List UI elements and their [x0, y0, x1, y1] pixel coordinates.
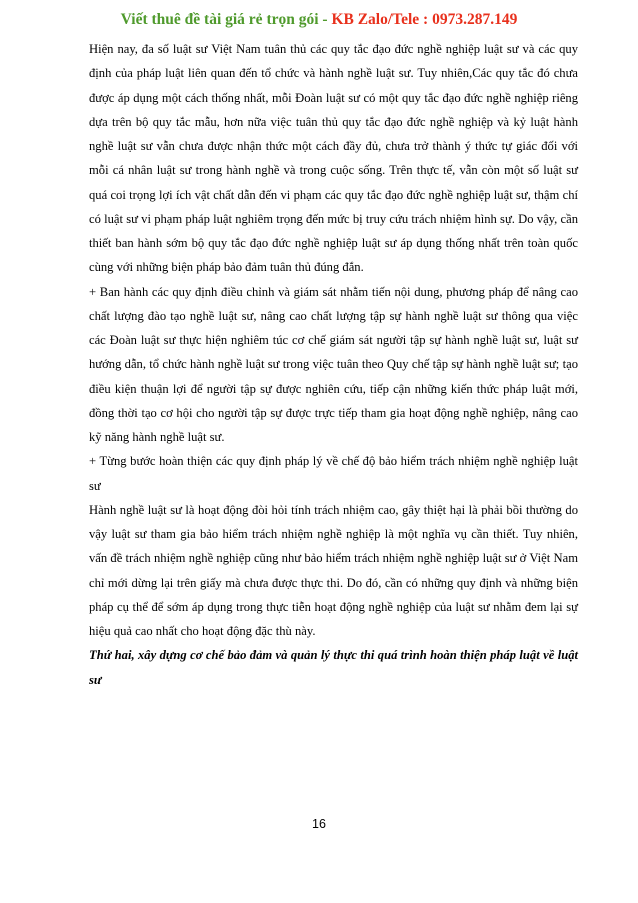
- header-service-text: Viết thuê đề tài giá rẻ trọn gói: [120, 11, 319, 28]
- paragraph-training: + Ban hành các quy định điều chỉnh và giám sát nhằm tiến nội dung, phương pháp để nâng cao chất lượng đào tạo nghề luật sư, nâng cao chất lượng tập sự hành nghề luật sư thông qua việc các Đoàn luật sư thực hiện nghiêm túc cơ chế giám sát người tập sự hành nghề luật sư, luật sư hướng dẫn, tổ chức hành nghề luật sư trong việc tuân theo Quy chế tập sự hành nghề luật sư; tạo điều kiện thuận lợi để người tập sự được nghiên cứu, tiếp cận những kiến thức pháp luật mới, đồng thời tạo cơ hội cho người tập sự được trực tiếp tham gia hoạt động nghề nghiệp, nâng cao kỹ năng hành nghề luật sư.: [89, 284, 578, 444]
- body-text: [89, 37, 578, 692]
- page-number: 16: [312, 817, 326, 831]
- section-heading: Thứ hai, xây dựng cơ chế bảo đảm và quản lý thực thi quá trình hoàn thiện pháp luật về luật sư: [89, 648, 578, 687]
- header-contact-text: KB Zalo/Tele : 0973.287.149: [331, 11, 518, 28]
- paragraph-insurance-bullet: + Từng bước hoàn thiện các quy định pháp lý về chế độ bảo hiểm trách nhiệm nghề nghiệp luật sư: [89, 454, 578, 493]
- header-separator: -: [318, 11, 332, 28]
- page-header: [0, 10, 638, 30]
- paragraph-intro: Hiện nay, đa số luật sư Việt Nam tuân thủ các quy tắc đạo đức nghề nghiệp luật sư và các quy định của pháp luật liên quan đến tổ chức và hành nghề luật sư. Tuy nhiên,Các quy tắc đó chưa được áp dụng một cách thống nhất, mỗi Đoàn luật sư có một quy tắc đạo đức nghề nghiệp riêng dựa trên bộ quy tắc mẫu, hơn nữa việc tuân thủ quy tắc đạo đức nghề nghiệp và kỷ luật hành nghề luật sư vẫn chưa được nhận thức một cách đầy đủ, chưa trở thành ý thức tự giác đối với mỗi cá nhân luật sư trong hành nghề và trong cuộc sống. Trên thực tế, vẫn còn một số luật sư quá coi trọng lợi ích vật chất dẫn đến vi phạm các quy tắc đạo đức nghề nghiệp luật sư, thậm chí có luật sư vi phạm pháp luật nghiêm trọng đến mức bị truy cứu trách nhiệm hình sự. Do vậy, cần thiết ban hành sớm bộ quy tắc đạo đức nghề nghiệp luật sư áp dụng thống nhất trên toàn quốc cùng với những biện pháp bảo đảm tuân thủ đúng đắn.: [89, 42, 578, 275]
- paragraph-insurance-detail: Hành nghề luật sư là hoạt động đòi hỏi tính trách nhiệm cao, gây thiệt hại là phải bồi thường do vậy luật sư tham gia bảo hiểm trách nhiệm nghề nghiệp là một nghĩa vụ cần thiết. Tuy nhiên, vấn đề trách nhiệm nghề nghiệp cũng như bảo hiểm trách nhiệm nghề nghiệp luật sư ở Việt Nam chỉ mới dừng lại trên giấy mà chưa được thực thi. Do đó, cần có những quy định và những biện pháp cụ thể để sớm áp dụng trong thực tiễn hoạt động nghề nghiệp của luật sư nhằm đem lại sự hiệu quả cao nhất cho hoạt động đặc thù này.: [89, 502, 578, 638]
